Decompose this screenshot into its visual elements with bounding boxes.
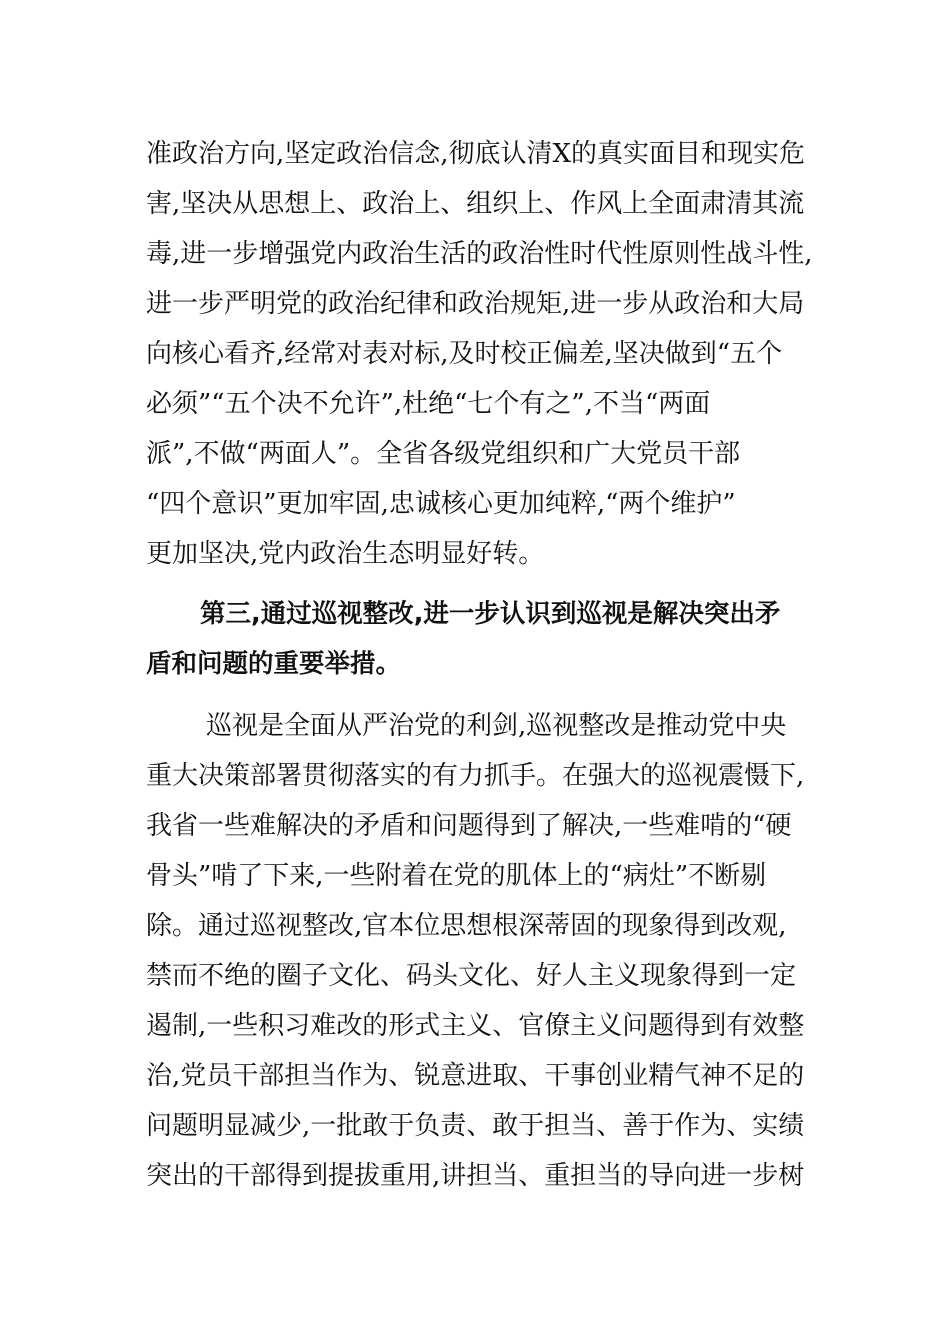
paragraph2-line: 骨头”啃了下来,一些附着在党的肌体上的“病灶”不断剔 (146, 861, 767, 891)
paragraph1-line: 必须”“五个决不允许”,杜绝“七个有之”,不当“两面 (146, 389, 711, 419)
section-heading-line: 盾和问题的重要举措。 (146, 649, 402, 679)
paragraph2-line: 突出的干部得到提拔重用,讲担当、重担当的导向进一步树 (146, 1161, 805, 1191)
paragraph2-line: 遏制,一些积习难改的形式主义、官僚主义问题得到有效整 (146, 1011, 805, 1041)
paragraph2-line: 我省一些难解决的矛盾和问题得到了解决,一些难啃的“硬 (146, 811, 792, 841)
paragraph2-line: 治,党员干部担当作为、锐意进取、干事创业精气神不足的 (146, 1061, 805, 1091)
paragraph2-line: 重大决策部署贯彻落实的有力抓手。在强大的巡视震慑下, (146, 761, 805, 791)
paragraph1-line: 毒,进一步增强党内政治生活的政治性时代性原则性战斗性, (146, 239, 813, 269)
paragraph1-line: 进一步严明党的政治纪律和政治规矩,进一步从政治和大局 (146, 289, 805, 319)
paragraph2-line: 问题明显减少,一批敢于负责、敢于担当、善于作为、实绩 (146, 1111, 805, 1141)
section-heading-line: 第三,通过巡视整改,进一步认识到巡视是解决突出矛 (200, 599, 781, 629)
paragraph1-line: 派”,不做“两面人”。全省各级党组织和广大党员干部 (146, 439, 741, 469)
paragraph1-line: 准政治方向,坚定政治信念,彻底认清X的真实面目和现实危 (146, 139, 806, 169)
paragraph1-line: 向核心看齐,经常对表对标,及时校正偏差,坚决做到“五个 (146, 339, 783, 369)
paragraph1-line: “四个意识”更加牢固,忠诚核心更加纯粹,“两个维护” (146, 489, 736, 519)
paragraph1-line: 害,坚决从思想上、政治上、组织上、作风上全面肃清其流 (146, 189, 805, 219)
paragraph2-line: 巡视是全面从严治党的利剑,巡视整改是推动党中央 (206, 711, 787, 741)
paragraph2-line: 禁而不绝的圈子文化、码头文化、好人主义现象得到一定 (146, 961, 797, 991)
paragraph1-line: 更加坚决,党内政治生态明显好转。 (146, 539, 545, 569)
paragraph2-line: 除。通过巡视整改,官本位思想根深蒂固的现象得到改观, (146, 911, 787, 941)
